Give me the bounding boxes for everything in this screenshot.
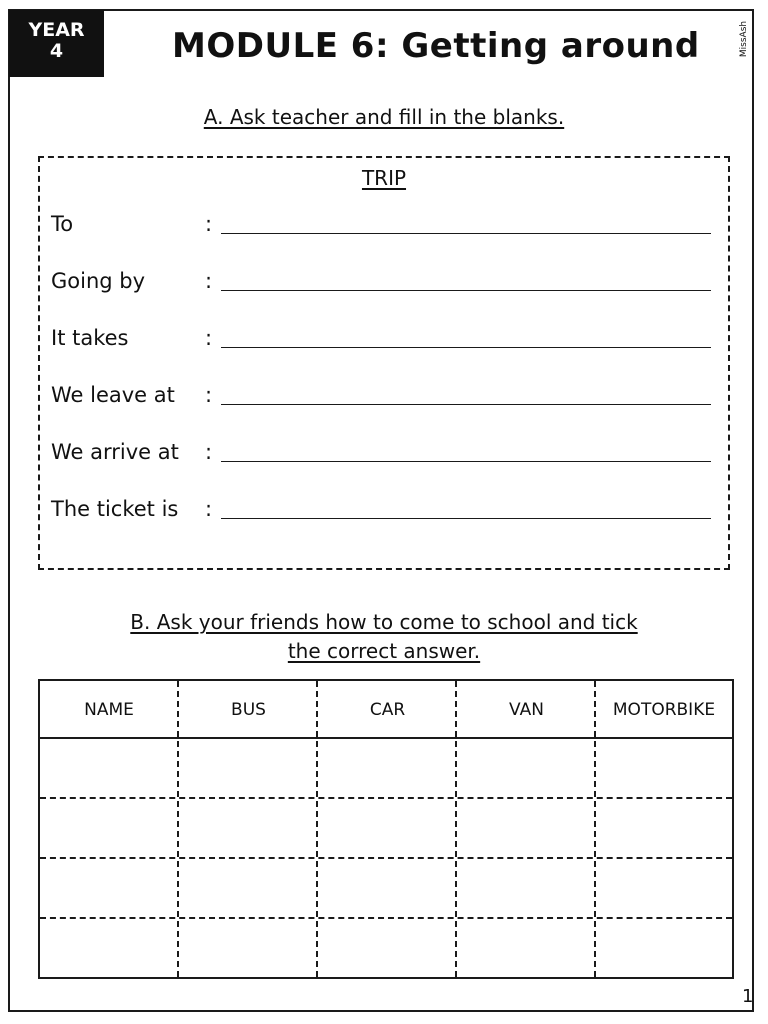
trip-field-to [51, 206, 711, 240]
table-row[interactable] [40, 799, 732, 859]
trip-field-ticket [51, 491, 711, 525]
trip-answer-line[interactable] [221, 404, 711, 405]
trip-field-it-takes [51, 320, 711, 354]
author-credit [735, 14, 753, 64]
table-row[interactable] [40, 859, 732, 919]
trip-field-label: Going by [51, 269, 146, 293]
trip-field-colon: : [205, 440, 213, 464]
page-number: 1 [742, 986, 754, 1007]
trip-title: TRIP [361, 166, 407, 190]
column-header-motorbike: MOTORBIKE [612, 700, 716, 720]
year-label: YEAR [28, 19, 85, 41]
trip-field-colon: : [205, 326, 213, 350]
trip-field-leave-at [51, 377, 711, 411]
tick-table [38, 679, 734, 979]
trip-field-label: The ticket is [51, 497, 179, 521]
column-header-van: VAN [509, 700, 544, 720]
year-badge [9, 10, 104, 77]
author-credit-text: MissAsh [739, 20, 749, 58]
trip-field-label: To [51, 212, 74, 236]
section-b-heading-line1: B. Ask your friends how to come to school and tick [130, 610, 638, 634]
trip-answer-line[interactable] [221, 233, 711, 234]
trip-field-colon: : [205, 383, 213, 407]
trip-answer-line[interactable] [221, 347, 711, 348]
trip-answer-line[interactable] [221, 518, 711, 519]
trip-field-label: We leave at [51, 383, 175, 407]
trip-field-label: We arrive at [51, 440, 179, 464]
table-row[interactable] [40, 739, 732, 799]
section-b-heading [0, 608, 768, 666]
trip-field-going-by [51, 263, 711, 297]
year-number: 4 [49, 40, 64, 62]
trip-field-arrive-at [51, 434, 711, 468]
page-title: MODULE 6: Getting around [172, 26, 700, 66]
trip-field-colon: : [205, 269, 213, 293]
table-row[interactable] [40, 919, 732, 979]
trip-answer-line[interactable] [221, 461, 711, 462]
trip-field-label: It takes [51, 326, 129, 350]
section-b-heading-line2: the correct answer. [287, 639, 481, 663]
column-header-bus: BUS [231, 700, 266, 720]
trip-field-colon: : [205, 212, 213, 236]
column-header-car: CAR [369, 700, 406, 720]
column-header-name: NAME [84, 700, 134, 720]
trip-box [38, 156, 730, 570]
trip-field-colon: : [205, 497, 213, 521]
trip-answer-line[interactable] [221, 290, 711, 291]
section-a-heading: A. Ask teacher and fill in the blanks. [203, 105, 565, 129]
